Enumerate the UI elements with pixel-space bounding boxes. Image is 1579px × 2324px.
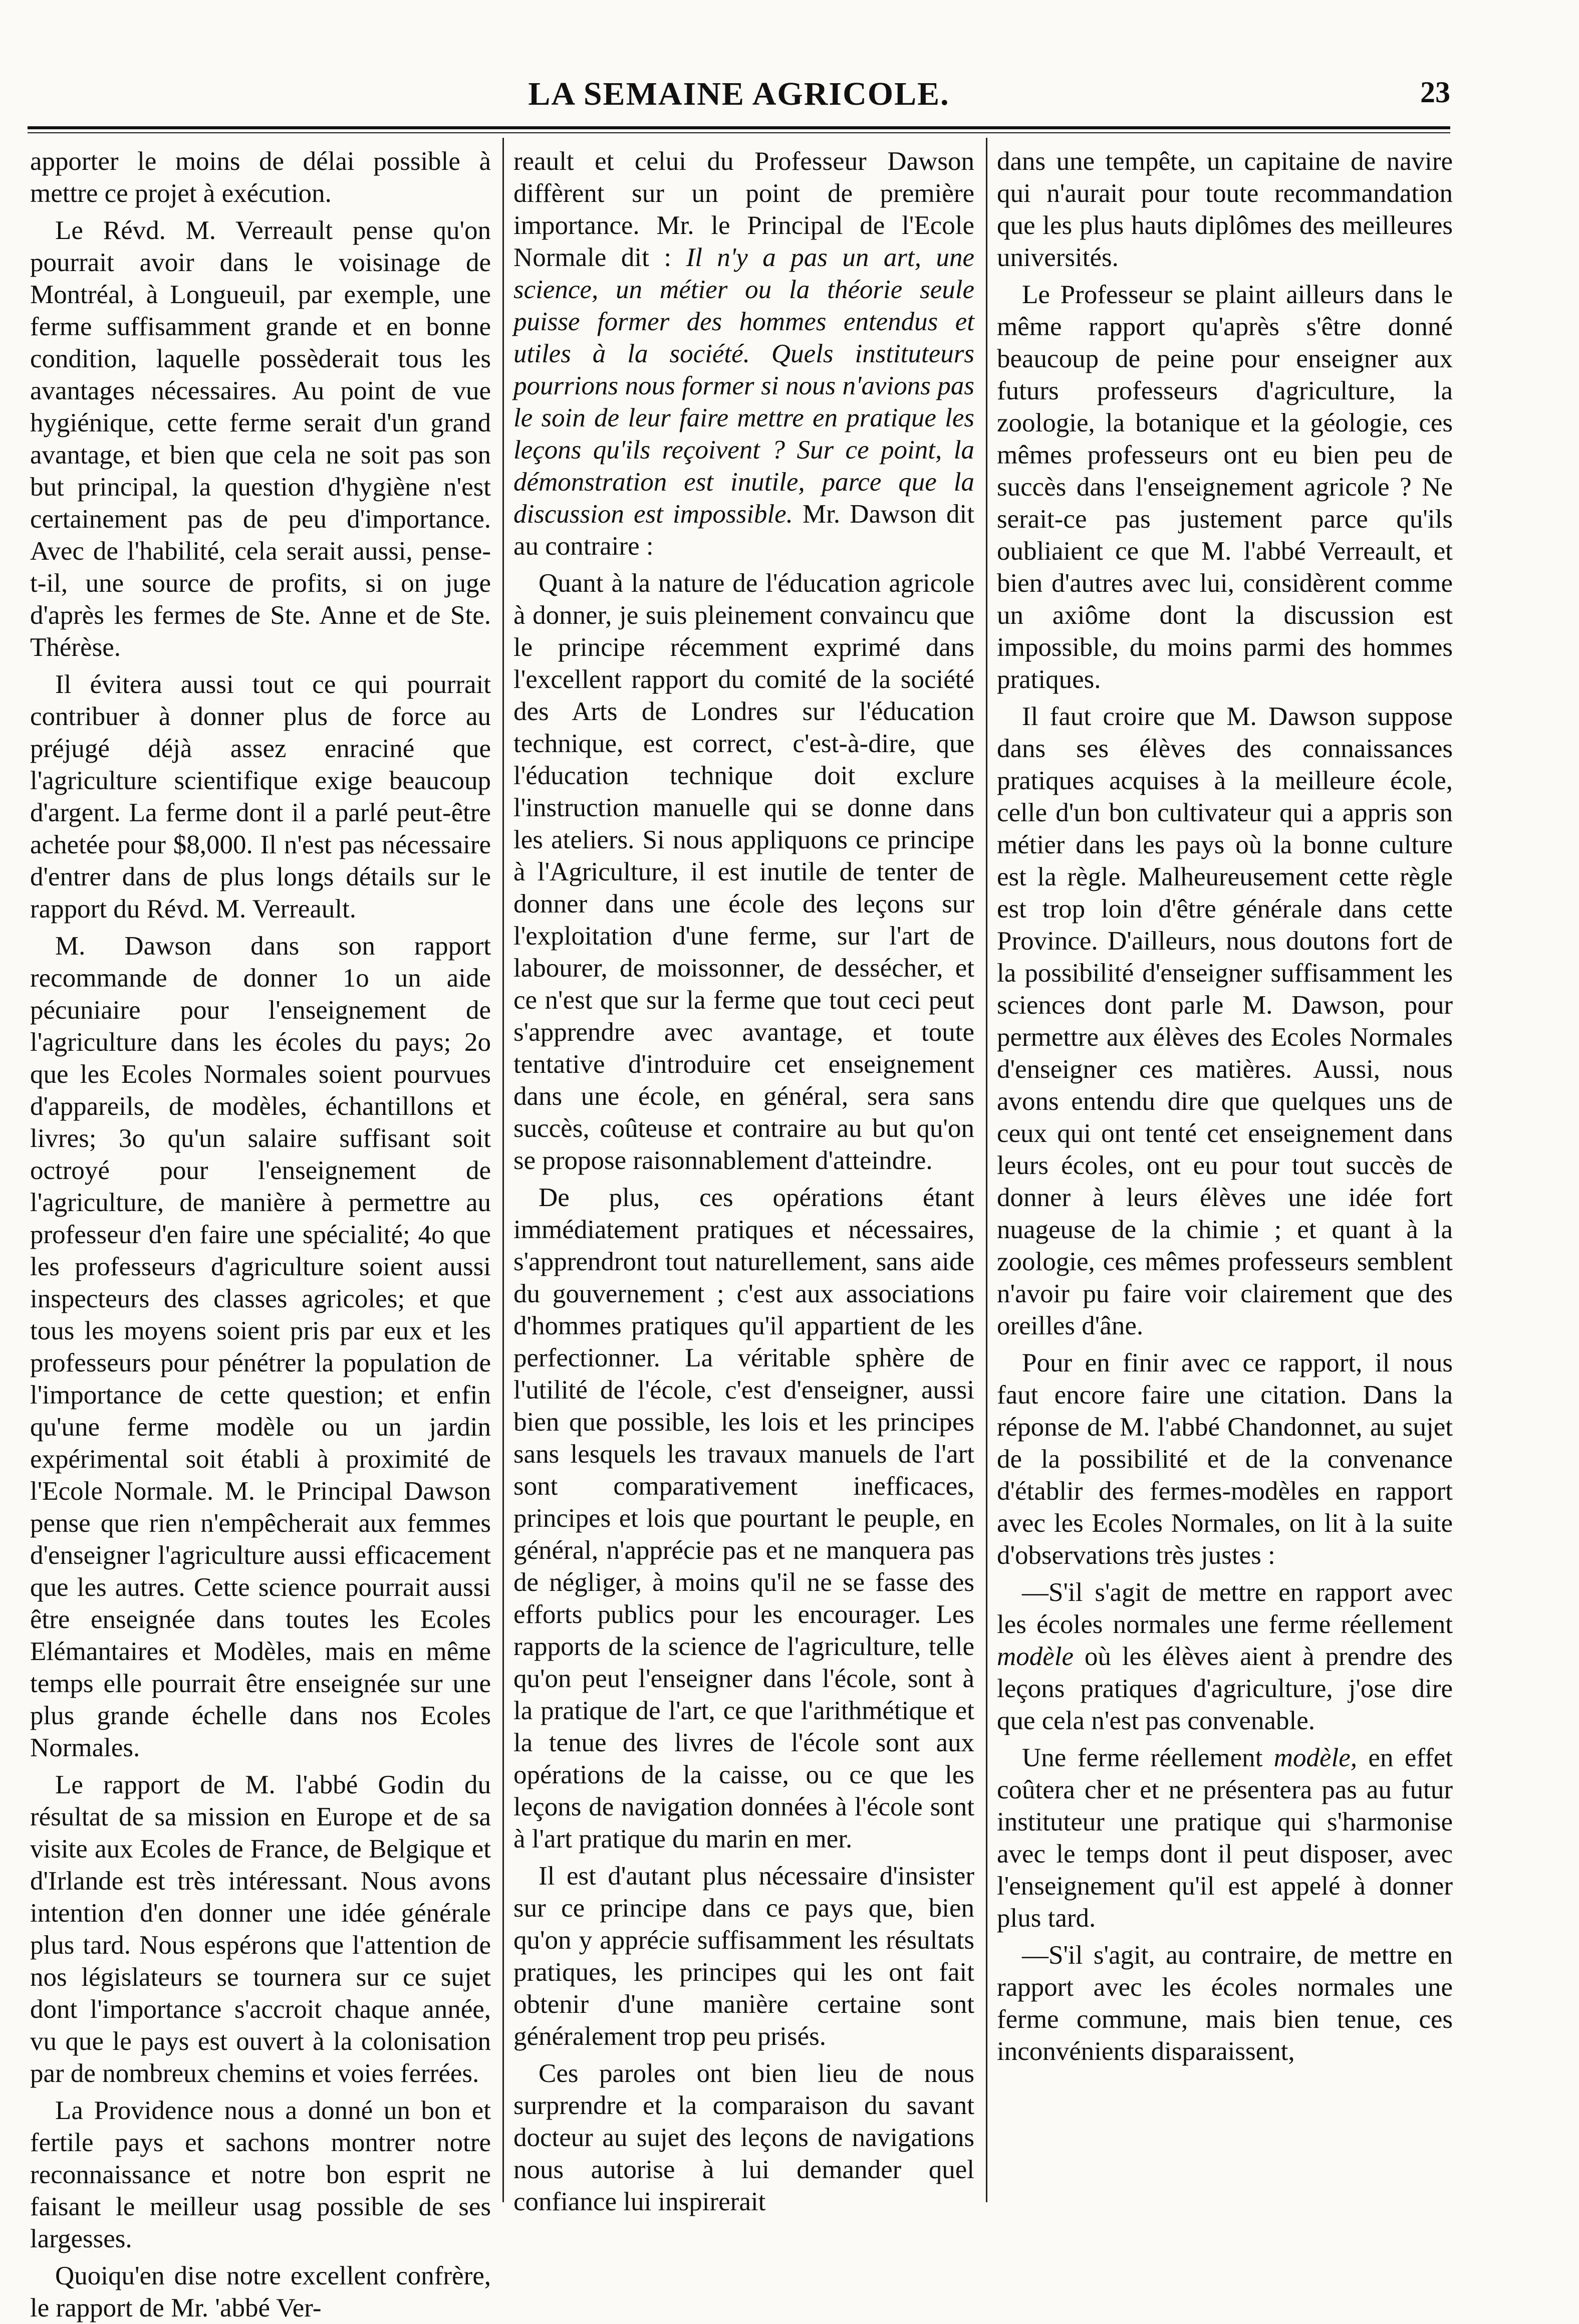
article-paragraph xyxy=(30,214,491,663)
paragraph-text: Quant à la nature de l'éducation agricole à donner, je suis pleinement convaincu que le principe récemment exprimé dans l'excellent rapport du comité de la société des Arts de Londres sur l'éducation technique, est correct, c'est-à-dire, que l'éducation technique doit exclure l'instruction manuelle qui se donne dans les ateliers. Si nous appliquons ce principe à l'Agriculture, il est inutile de tenter de donner dans une école des leçons sur l'exploitation d'une ferme, sur l'art de labourer, de moissonner, de dessécher, et ce n'est que sur la ferme que tout ceci peut s'apprendre avec avantage, et toute tentative d'introduire cet enseignement dans une école, en général, sera sans succès, coûteuse et contraire au but qu'on se propose raisonnablement d'atteindre. xyxy=(513,569,974,1175)
article-paragraph xyxy=(997,701,1453,1342)
article-paragraph xyxy=(30,930,491,1764)
article-paragraph xyxy=(30,2095,491,2255)
article-paragraph xyxy=(30,2260,491,2324)
paragraph-text: Le Professeur se plaint ailleurs dans le même rapport qu'après s'être donné beaucoup de peine pour enseigner aux futurs professeurs d'agriculture, la zoologie, la botanique et la géologie, ces mêmes professeurs ont eu bien peu de succès dans l'enseignement agricole ? Ne serait-ce pas justement parce qu'ils oubliaient ce que M. l'abbé Verreault, et bien d'autres avec lui, considèrent comme un axiôme dont la discussion est impossible, du moins parmi des hommes pratiques. xyxy=(997,280,1453,694)
paragraph-tail: où les élèves aient à prendre des leçons pratiques d'agriculture, j'ose dire que cela n'est pas convenable. xyxy=(997,1642,1453,1735)
header-rule-thin xyxy=(28,132,1450,133)
publication-title: LA SEMAINE AGRICOLE. xyxy=(528,76,950,112)
paragraph-text: Il est d'autant plus nécessaire d'insister sur ce principe dans ce pays que, bien qu'on y apprécie suffisamment les résultats pratiques, les principes qui les ont fait obtenir d'une manière certaine sont généralement trop peu prisés. xyxy=(513,1862,974,2051)
page-number: 23 xyxy=(1420,76,1450,109)
header-rule xyxy=(28,126,1450,129)
paragraph-text: reault et celui du Professeur Dawson diffèrent sur un point de première importance. Mr. le Principal de l'Ecole Normale dit : xyxy=(513,147,974,272)
article-paragraph xyxy=(513,1860,974,2052)
article-paragraph xyxy=(30,1769,491,2089)
paragraph-text: De plus, ces opérations étant immédiatement pratiques et nécessaires, s'apprendront tout naturellement, sans aide du gouvernement ; c'est aux associations d'hommes pratiques qu'il appartient de les perfectionner. La véritable sphère de l'utilité de l'école, c'est d'enseigner, aussi bien que possible, les lois et les principes sans lesquels les travaux manuels de l'art sont comparativement inefficaces, principes et lois que pourtant le peuple, en général, n'apprécie pas et ne manquera pas de négliger, à moins qu'il ne se fasse des efforts publics pour les encourager. Les rapports de la science de l'agriculture, telle qu'on peut l'enseigner dans l'école, sont à la pratique de l'art, ce que l'arithmétique et la tenue des livres de l'école sont aux opérations de la caisse, ou ce que les leçons de navigation données à l'école sont à l'art pratique du marin en mer. xyxy=(513,1183,974,1853)
paragraph-text: Il évitera aussi tout ce qui pourrait contribuer à donner plus de force au préjugé déjà assez enraciné que l'agriculture scientifique exige beaucoup d'argent. La ferme dont il a parlé peut-être achetée pour $8,000. Il n'est pas nécessaire d'entrer dans de plus longs détails sur le rapport du Révd. M. Verreault. xyxy=(30,670,491,923)
article-paragraph xyxy=(513,1182,974,1855)
article-paragraph xyxy=(513,567,974,1177)
paragraph-tail: Mr. Dawson dit au contraire : xyxy=(513,500,974,561)
paragraph-text: Il faut croire que M. Dawson suppose dans ses élèves des connaissances pratiques acquises à la meilleure école, celle d'un bon cultivateur qui a appris son métier dans les pays où la bonne culture est la règle. Malheureusement cette règle est trop loin d'être générale dans cette Province. D'ailleurs, nous doutons fort de la possibilité d'enseigner suffisamment les sciences dont parle M. Dawson, pour permettre aux élèves des Ecoles Normales d'enseigner ces matières. Aussi, nous avons entendu dire que quelques uns de ceux qui ont tenté cet enseignement dans leurs écoles, ont eu pour tout succès de donner à leurs élèves une idée fort nuageuse de la chimie ; et quant à la zoologie, ces mêmes professeurs semblent n'avoir pu faire voir clairement que des oreilles d'âne. xyxy=(997,702,1453,1340)
paragraph-text: dans une tempête, un capitaine de navire qui n'aurait pour toute recommandation que les plus hauts diplômes des meilleures universités. xyxy=(997,147,1453,272)
paragraph-text: Le Révd. M. Verreault pense qu'on pourrait avoir dans le voisinage de Montréal, à Longueuil, par exemple, une ferme suffisamment grande et en bonne condition, laquelle possèderait tous les avantages nécessaires. Au point de vue hygiénique, cette ferme serait d'un grand avantage, et bien que cela ne soit pas son but principal, la question d'hygiène n'est certainement pas de peu d'importance. Avec de l'habilité, cela serait aussi, pense-t-il, une source de profits, si on juge d'après les fermes de Ste. Anne et de Ste. Thérèse. xyxy=(30,216,491,662)
paragraph-text: La Providence nous a donné un bon et fertile pays et sachons montrer notre reconnaissance et notre bon esprit ne faisant le meilleur usag possible de ses largesses. xyxy=(30,2096,491,2253)
paragraph-text: —S'il s'agit, au contraire, de mettre en rapport avec les écoles normales une ferme commune, mais bien tenue, ces inconvénients disparaissent, xyxy=(997,1941,1453,2066)
article-paragraph xyxy=(997,1347,1453,1571)
article-paragraph xyxy=(30,668,491,925)
paragraph-text: Une ferme réellement xyxy=(1022,1743,1263,1772)
article-paragraph xyxy=(997,279,1453,695)
paragraph-text: M. Dawson dans son rapport recommande de donner 1o un aide pécuniaire pour l'enseignement de l'agriculture dans les écoles du pays; 2o que les Ecoles Normales soient pourvues d'appareils, de modèles, échantillons et livres; 3o qu'un salaire suffisant soit octroyé pour l'enseignement de l'agriculture, de manière à permettre au professeur d'en faire une spécialité; 4o que les professeurs d'agriculture soient aussi inspecteurs des classes agricoles; et que tous les moyens soient pris par eux et les professeurs pour pénétrer la population de l'importance de cette question; et enfin qu'une ferme modèle ou un jardin expérimental soit établi à proximité de l'Ecole Normale. M. le Principal Dawson pense que rien n'empêcherait aux femmes d'enseigner l'agriculture aussi efficacement que les autres. Cette science pourrait aussi être enseignée dans toutes les Ecoles Elémantaires et Modèles, mais en même temps elle pourrait être enseignée sur une plus grande échelle dans nos Ecoles Normales. xyxy=(30,932,491,1762)
column-3 xyxy=(997,145,1453,2205)
paragraph-text: Quoiqu'en dise notre excellent confrère, le rapport de Mr. 'abbé Ver- xyxy=(30,2261,491,2322)
paragraph-text: Le rapport de M. l'abbé Godin du résultat de sa mission en Europe et de sa visite aux Ecoles de France, de Belgique et d'Irlande est très intéressant. Nous avons intention d'en donner une idée générale plus tard. Nous espérons que l'attention de nos législateurs se tournera sur ce sujet dont l'importance s'accroit chaque année, vu que le pays est ouvert à la colonisation par de nombreux chemins et voies ferrées. xyxy=(30,1770,491,2088)
italic-text: modèle, xyxy=(1262,1743,1358,1772)
column-divider-1 xyxy=(502,138,504,2202)
article-paragraph xyxy=(997,145,1453,274)
column-1 xyxy=(30,145,491,2322)
paragraph-text: Ces paroles ont bien lieu de nous surprendre et la comparaison du savant docteur au sujet des leçons de navigations nous autorise à lui demander quel confiance lui inspirerait xyxy=(513,2059,974,2216)
article-paragraph xyxy=(997,1742,1453,1934)
paragraph-text: apporter le moins de délai possible à mettre ce projet à exécution. xyxy=(30,147,491,208)
paragraph-text: —S'il s'agit de mettre en rapport avec les écoles normales une ferme réellement xyxy=(997,1578,1453,1639)
italic-text: Il n'y a pas un art, une science, un métier ou la théorie seule puisse former des hommes entendus et utiles à la société. Quels instituteurs pourrions nous former si nous n'avions pas le soin de leur faire mettre en pratique les leçons qu'ils reçoivent ? Sur ce point, la démonstration est inutile, parce que la discussion est impossible. xyxy=(513,243,974,529)
page-header xyxy=(28,75,1450,125)
article-paragraph xyxy=(513,145,974,562)
column-2 xyxy=(513,145,974,2216)
paragraph-tail: en effet coûtera cher et ne présentera pas au futur instituteur une pratique qui s'harmonise avec le temps dont il peut disposer, avec l'enseignement qu'il est appelé à donner plus tard. xyxy=(997,1743,1453,1933)
article-paragraph xyxy=(997,1939,1453,2067)
column-divider-2 xyxy=(986,138,987,2202)
article-paragraph xyxy=(997,1576,1453,1737)
italic-text: modèle xyxy=(997,1642,1074,1671)
article-paragraph xyxy=(30,145,491,209)
paragraph-text: Pour en finir avec ce rapport, il nous faut encore faire une citation. Dans la réponse de M. l'abbé Chandonnet, au sujet de la possibilité et de la convenance d'établir des fermes-modèles en rapport avec les Ecoles Normales, on lit à la suite d'observations très justes : xyxy=(997,1348,1453,1570)
article-paragraph xyxy=(513,2057,974,2218)
